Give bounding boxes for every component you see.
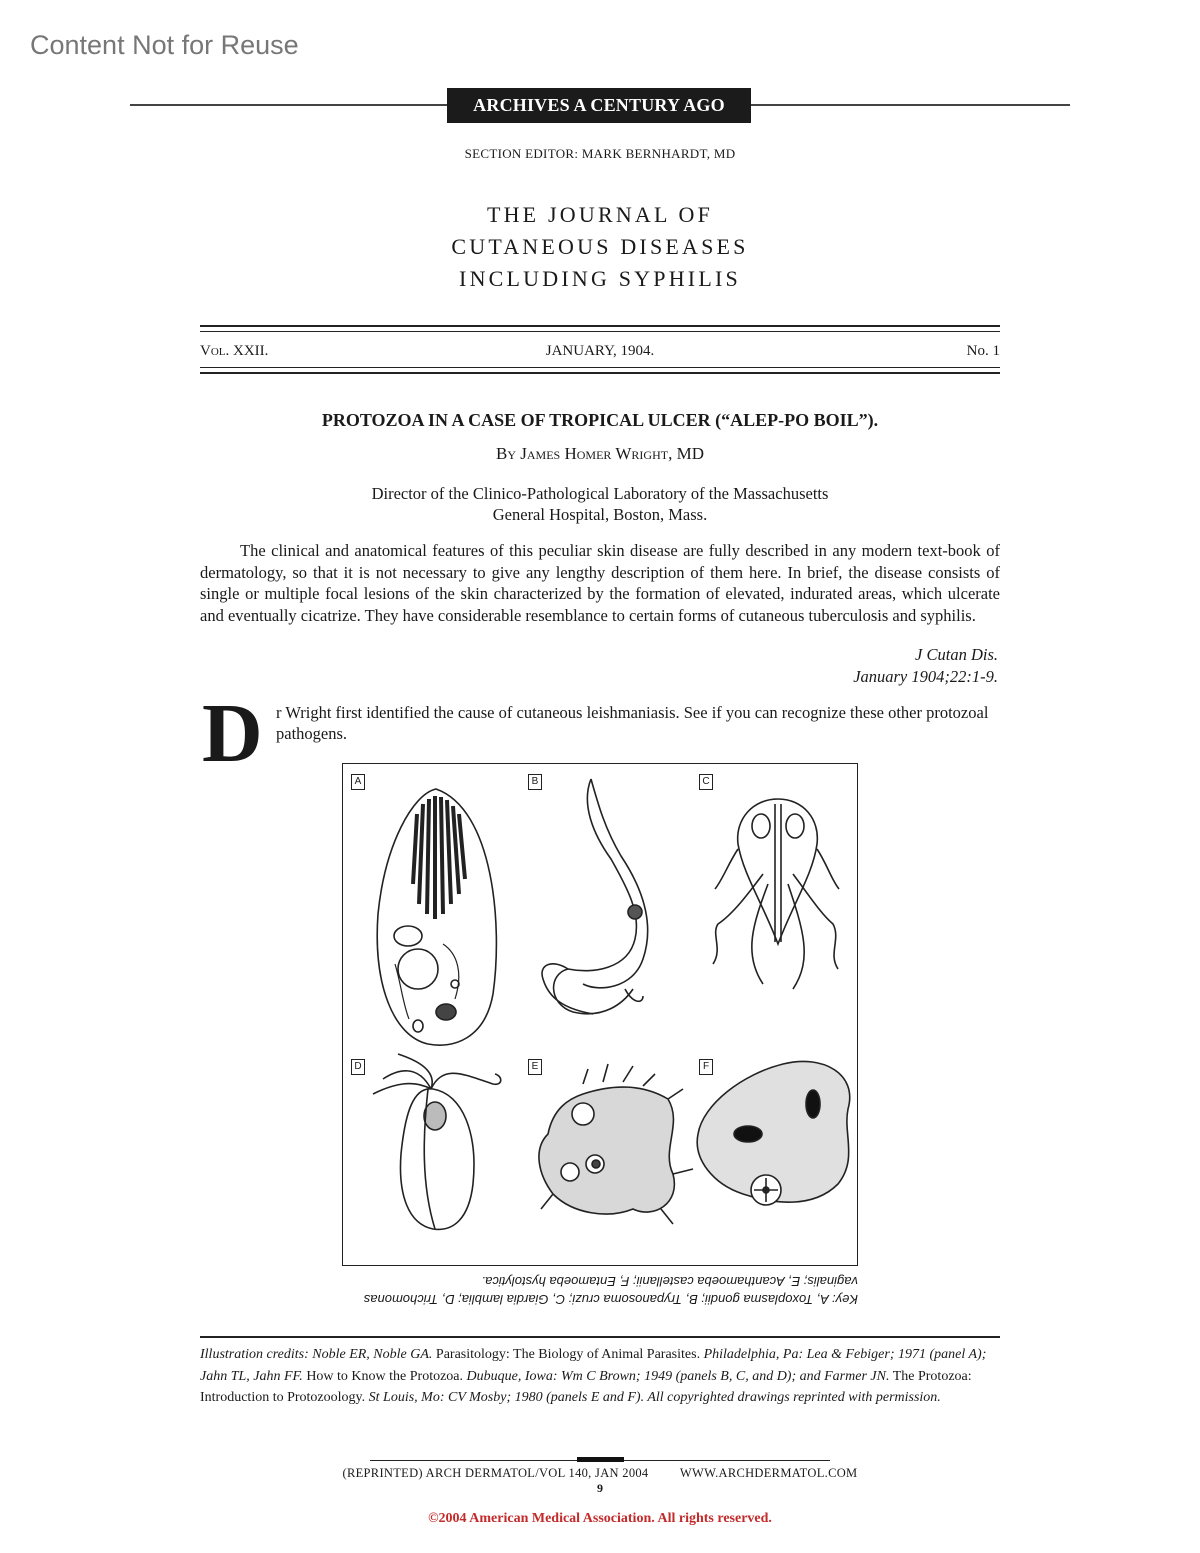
credits-text: St Louis, Mo: CV Mosby; 1980 (panels E and F). All copyrighted drawings reprinted with permission.: [368, 1390, 941, 1405]
drop-cap: D: [202, 687, 263, 780]
section-rule-left: [130, 104, 450, 106]
footer-line: [0, 1466, 1200, 1481]
credits-rule: [200, 1336, 1000, 1338]
section-rule-right: [750, 104, 1070, 106]
journal-title-line1: THE JOURNAL OF: [486, 202, 714, 227]
credits-text: How to Know the Protozoa.: [302, 1368, 467, 1384]
giardia-drawing: [713, 799, 839, 989]
volume: Vol. XXII.: [200, 343, 269, 359]
issue-date: JANUARY, 1904.: [545, 343, 655, 359]
section-editor: SECTION EDITOR: MARK BERNHARDT, MD: [464, 146, 736, 161]
citation-journal: J Cutan Dis.: [915, 645, 998, 664]
illustration-credits: [200, 1344, 1000, 1409]
panel-label-d: D: [351, 1059, 365, 1075]
journal-title-line3: INCLUDING SYPHILIS: [459, 266, 741, 291]
panel-label-f: F: [699, 1059, 713, 1075]
intro-text: r Wright first identified the cause of cutaneous leishmaniasis. See if you can recognize these other protozoal pathogens.: [276, 703, 989, 743]
masthead-rule: [200, 372, 1000, 374]
masthead-rule: [200, 331, 1000, 332]
footer-notch: [577, 1457, 624, 1462]
masthead-rule: [200, 325, 1000, 327]
entamoeba-drawing: [697, 1061, 849, 1205]
article-byline: By James Homer Wright, MD: [496, 444, 704, 463]
copyright-notice: ©2004 American Medical Association. All rights reserved.: [428, 1511, 772, 1526]
footer-reprint: (REPRINTED) ARCH DERMATOL/VOL 140, JAN 2004: [342, 1466, 649, 1480]
abstract-text: The clinical and anatomical features of this peculiar skin disease are fully described in any modern text-book of dermatology, so that it is not necessary to give any lengthy description of them here. In brief, the disease consists of single or multiple focal lesions of the skin characterized by the formation of elevated, indurated areas, which ulcerate and eventually cicatrize. They have considerable resemblance to certain forms of cutaneous tuberculosis and syphilis.: [200, 541, 1000, 625]
credits-text: Illustration credits: Noble ER, Noble GA.: [200, 1347, 433, 1362]
credits-text: Parasitology: The Biology of Animal Parasites.: [432, 1347, 704, 1362]
credits-text: Philadelphia, Pa: Lea & Febiger; 1971 (panel A); Jahn TL, Jahn FF.: [200, 1347, 987, 1384]
citation-date: January 1904;22:1-9.: [853, 667, 998, 686]
watermark: Content Not for Reuse: [30, 30, 299, 60]
protozoa-figure: [342, 763, 858, 1266]
acanthamoeba-drawing: [539, 1064, 693, 1224]
trypanosoma-drawing: [542, 779, 648, 1014]
page-number: 9: [597, 1481, 603, 1495]
masthead-rule: [200, 367, 1000, 368]
issue-number: No. 1: [966, 343, 1000, 359]
affiliation-line: Director of the Clinico-Pathological Laboratory of the Massachusetts: [371, 484, 829, 503]
credits-text: Dubuque, Iowa: Wm C Brown; 1949 (panels B, C, and D); and Farmer JN.: [466, 1368, 890, 1384]
section-banner: ARCHIVES A CENTURY AGO: [447, 88, 751, 123]
author-affiliation: [0, 483, 1200, 525]
article-abstract: [200, 540, 1000, 626]
panel-label-b: B: [528, 774, 542, 790]
credits-text: The Protozoa: Introduction to Protozoology.: [200, 1368, 972, 1405]
journal-title-line2: CUTANEOUS DISEASES: [451, 234, 749, 259]
protozoa-illustrations: [343, 764, 856, 1264]
panel-label-a: A: [351, 774, 365, 790]
toxoplasma-drawing: [377, 789, 496, 1045]
trichomonas-drawing: [373, 1054, 501, 1229]
panel-label-c: C: [699, 774, 713, 790]
panel-label-e: E: [528, 1059, 542, 1075]
footer-website: WWW.ARCHDERMATOL.COM: [679, 1466, 858, 1480]
figure-key-upside-down: Key: A, Toxoplasma gondii; B, Trypanosoma cruzi; C, Giardia lamblia; D, Trichomonas vaginalis; E, Acanthamoeba castellanii; F, Entamoeba hystolytica.: [363, 1274, 858, 1307]
article-title: PROTOZOA IN A CASE OF TROPICAL ULCER (“ALEP-PO BOIL”).: [321, 410, 879, 430]
affiliation-line: General Hospital, Boston, Mass.: [492, 505, 708, 524]
